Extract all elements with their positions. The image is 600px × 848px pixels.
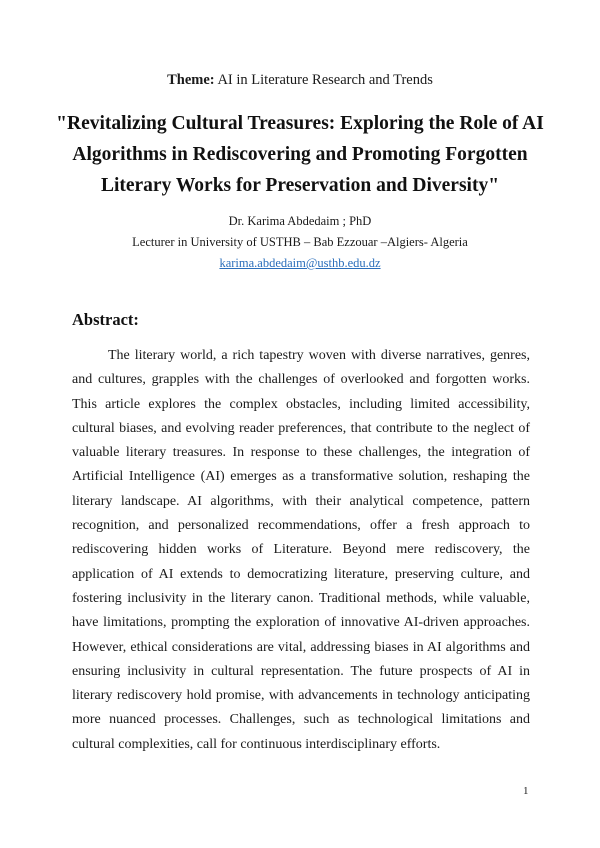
- theme-value: AI in Literature Research and Trends: [214, 72, 433, 88]
- abstract-heading: Abstract:: [72, 310, 139, 329]
- paper-title: "Revitalizing Cultural Treasures: Exploring the Role of AI Algorithms in Rediscovering and Promoting Forgotten Literary Works for Preservation and Diversity": [56, 113, 544, 196]
- author-block: [0, 211, 600, 274]
- author-affiliation: Lecturer in University of USTHB – Bab Ezzouar –Algiers- Algeria: [132, 235, 468, 249]
- abstract-paragraph: The literary world, a rich tapestry woven with diverse narratives, genres, and cultures, grapples with the challenges of overlooked and forgotten works. This article explores the complex obstacles, including limited accessibility, cultural biases, and evolving reader preferences, that contribute to the neglect of valuable literary treasures. In response to these challenges, the integration of Artificial Intelligence (AI) emerges as a transformative solution, reshaping the literary landscape. AI algorithms, with their analytical competence, pattern recognition, and personalized recommendations, offer a fresh approach to rediscovering hidden works of Literature. Beyond mere rediscovery, the application of AI extends to democratizing literature, preserving culture, and fostering inclusivity in the literary canon. Traditional methods, while valuable, have limitations, prompting the exploration of innovative AI-driven approaches. However, ethical considerations are vital, addressing biases in AI algorithms and ensuring inclusivity in cultural representation. The future prospects of AI in literary rediscovery hold promise, with advancements in technology anticipating more nuanced processes. Challenges, such as technological limitations and cultural complexities, call for continuous interdisciplinary efforts.: [72, 348, 530, 752]
- theme-line: [0, 72, 600, 89]
- page-number: 1: [523, 785, 529, 797]
- theme-label: Theme:: [167, 72, 215, 88]
- author-email-link[interactable]: karima.abdedaim@usthb.edu.dz: [219, 256, 381, 270]
- author-name: Dr. Karima Abdedaim ; PhD: [228, 214, 372, 228]
